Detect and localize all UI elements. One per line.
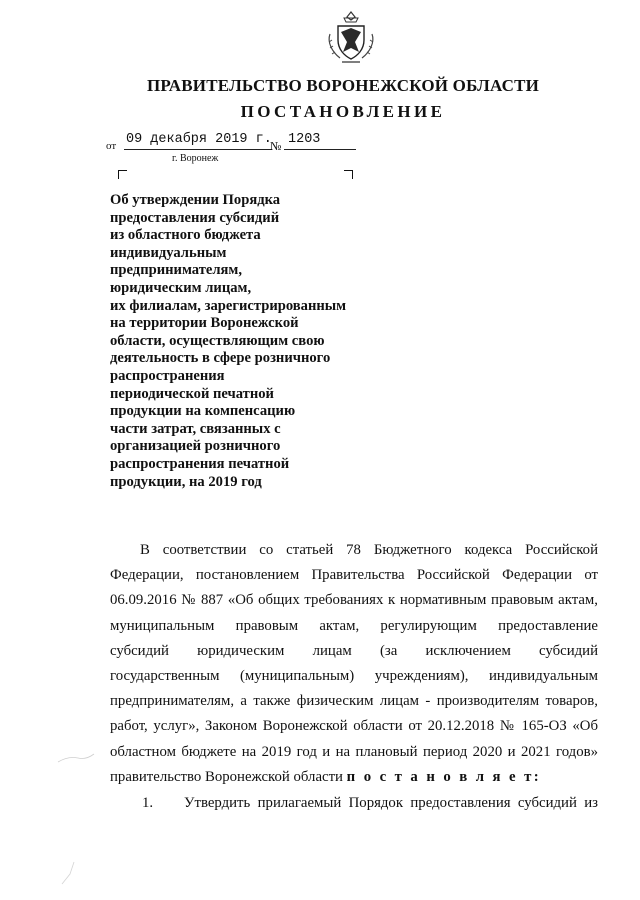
subject-line: продукции, на 2019 год xyxy=(110,473,262,490)
subject-corner-mark-left xyxy=(118,170,127,179)
subject-line: индивидуальным xyxy=(110,244,227,261)
scan-speck-mark xyxy=(58,858,82,888)
coat-of-arms-icon xyxy=(326,10,376,66)
document-date: 09 декабря 2019 г. xyxy=(124,132,272,150)
item-text: Утвердить прилагаемый Порядок предоставления субсидий из xyxy=(184,794,598,811)
paragraph-line: областном бюджете на 2019 год и на плановый период 2020 и 2021 годов» xyxy=(110,743,598,760)
decree-word: п о с т а н о в л я е т: xyxy=(346,768,542,785)
paragraph-line: В соответствии со статьей 78 Бюджетного кодекса Российской xyxy=(140,542,598,558)
subject-line: распространения печатной xyxy=(110,455,290,472)
document-subject xyxy=(110,192,410,491)
subject-line: предпринимателям, xyxy=(110,262,243,279)
paragraph-line: субсидий юридическим лицам (за исключением субсидий xyxy=(110,642,598,659)
subject-line: продукции на компенсацию xyxy=(110,403,296,420)
number-label: № xyxy=(270,139,282,153)
subject-line: деятельность в сфере розничного xyxy=(110,350,331,367)
subject-line: из областного бюджета xyxy=(110,227,261,244)
subject-line: юридическим лицам, xyxy=(110,279,252,296)
document-type-title: ПОСТАНОВЛЕНИЕ xyxy=(240,102,446,121)
scan-speck-mark xyxy=(56,752,96,766)
paragraph-line: муниципальным правовым актам, регулирующим предоставление xyxy=(110,617,598,634)
item-number: 1. xyxy=(142,794,154,811)
date-prefix-label: от xyxy=(106,140,117,152)
government-title: ПРАВИТЕЛЬСТВО ВОРОНЕЖСКОЙ ОБЛАСТИ xyxy=(146,76,540,95)
paragraph-line: предпринимателям, а также физическим лицам - производителям товаров, xyxy=(110,693,598,710)
subject-line: предоставления субсидий xyxy=(110,209,280,226)
paragraph-line: 06.09.2016 № 887 «Об общих требованиях к нормативным правовым актам, xyxy=(110,592,598,609)
paragraph-line: государственным (муниципальным) учреждениям), индивидуальным xyxy=(110,667,598,684)
paragraph-final-line xyxy=(110,765,598,790)
list-item xyxy=(110,791,598,816)
subject-line: Об утверждении Порядка xyxy=(110,192,281,208)
preamble-paragraph xyxy=(110,538,598,816)
subject-line: части затрат, связанных с xyxy=(110,420,281,437)
subject-line: на территории Воронежской xyxy=(110,315,299,332)
subject-line: области, осуществляющим свою xyxy=(110,332,325,349)
subject-line: их филиалам, зарегистрированным xyxy=(110,297,347,314)
document-number: 1203 xyxy=(284,132,356,150)
date-number-row xyxy=(106,132,366,156)
subject-line: организацией розничного xyxy=(110,438,281,455)
city-label: г. Воронеж xyxy=(172,153,219,164)
paragraph-line: работ, услуг», Законом Воронежской области от 20.12.2018 № 165-ОЗ «Об xyxy=(110,718,598,735)
subject-line: периодической печатной xyxy=(110,385,274,402)
subject-corner-mark-right xyxy=(344,170,353,179)
paragraph-line: Федерации, постановлением Правительства Российской Федерации от xyxy=(110,567,598,584)
subject-line: распространения xyxy=(110,367,225,384)
issuer-text: правительство Воронежской области xyxy=(110,768,343,785)
